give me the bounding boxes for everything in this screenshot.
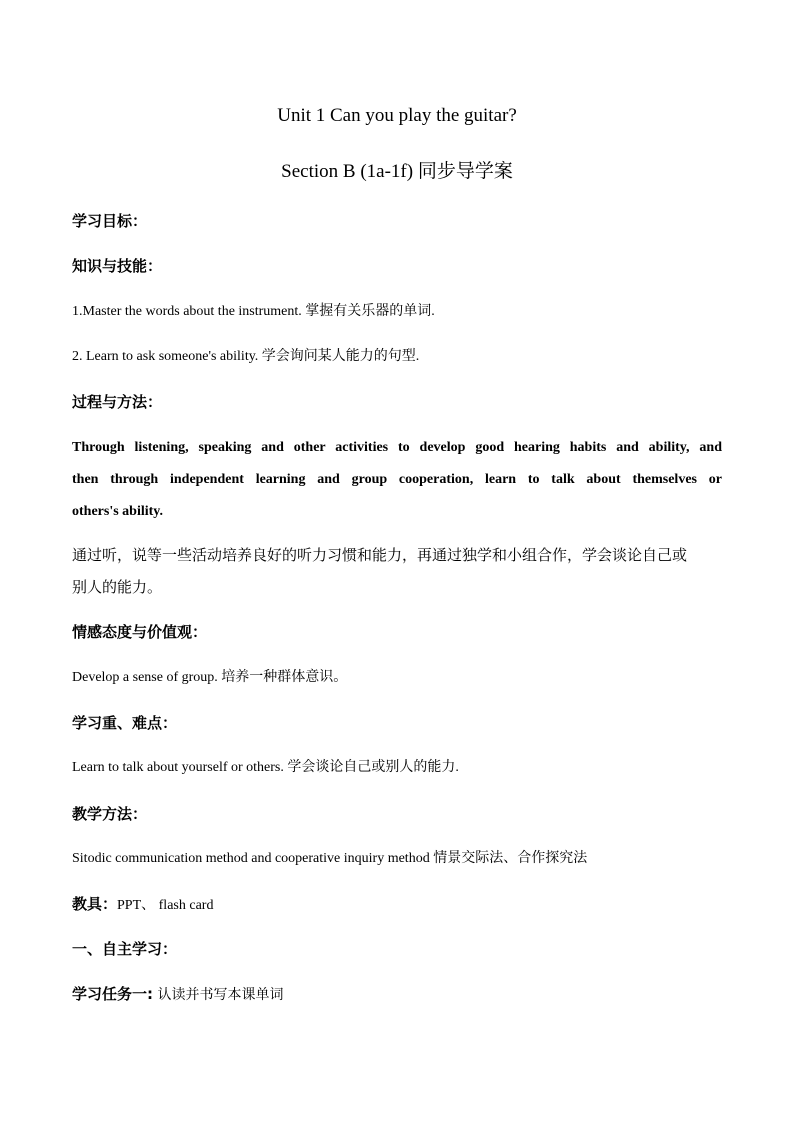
self-study-heading: 一、自主学习： bbox=[72, 940, 178, 958]
tools-text: PPT、 flash card bbox=[117, 898, 214, 913]
keypoints-heading: 学习重、难点： bbox=[72, 714, 178, 732]
method-text: Sitodic communication method and cooperative inquiry method 情景交际法、合作探究法 bbox=[72, 851, 588, 866]
knowledge-heading: 知识与技能： bbox=[72, 257, 163, 275]
task1-label: 学习任务一: bbox=[72, 985, 153, 1003]
process-cn-line-2: 别人的能力。 bbox=[72, 578, 163, 596]
knowledge-item-1: 1.Master the words about the instrument. 掌握有关乐器的单词. bbox=[72, 304, 435, 319]
tools-line bbox=[72, 897, 213, 913]
keypoints-text: Learn to talk about yourself or others. 学会谈论自己或别人的能力. bbox=[72, 760, 459, 775]
task1-line bbox=[72, 987, 283, 1003]
emotion-heading: 情感态度与价值观： bbox=[72, 623, 208, 641]
process-heading: 过程与方法： bbox=[72, 393, 163, 411]
method-heading: 教学方法： bbox=[72, 805, 148, 823]
objectives-heading: 学习目标： bbox=[72, 212, 148, 230]
document-title: Unit 1 Can you play the guitar? bbox=[277, 105, 517, 126]
process-en-line-3: others's ability. bbox=[72, 504, 164, 519]
knowledge-item-2: 2. Learn to ask someone's ability. 学会询问某人能力的句型. bbox=[72, 349, 420, 364]
tools-label: 教具： bbox=[72, 895, 118, 913]
task1-text: 认读并书写本课单词 bbox=[153, 987, 284, 1003]
process-en-line-1: Through listening, speaking and other activities to develop good hearing habits and ability, and bbox=[72, 440, 722, 455]
process-cn-line-1: 通过听，说等一些活动培养良好的听力习惯和能力，再通过独学和小组合作，学会谈论自己或 bbox=[72, 546, 688, 564]
process-en-line-2: then through independent learning and group cooperation, learn to talk about themselves or bbox=[72, 472, 722, 487]
emotion-text: Develop a sense of group. 培养一种群体意识。 bbox=[72, 670, 348, 685]
document-subtitle: Section B (1a-1f) 同步导学案 bbox=[281, 161, 513, 182]
